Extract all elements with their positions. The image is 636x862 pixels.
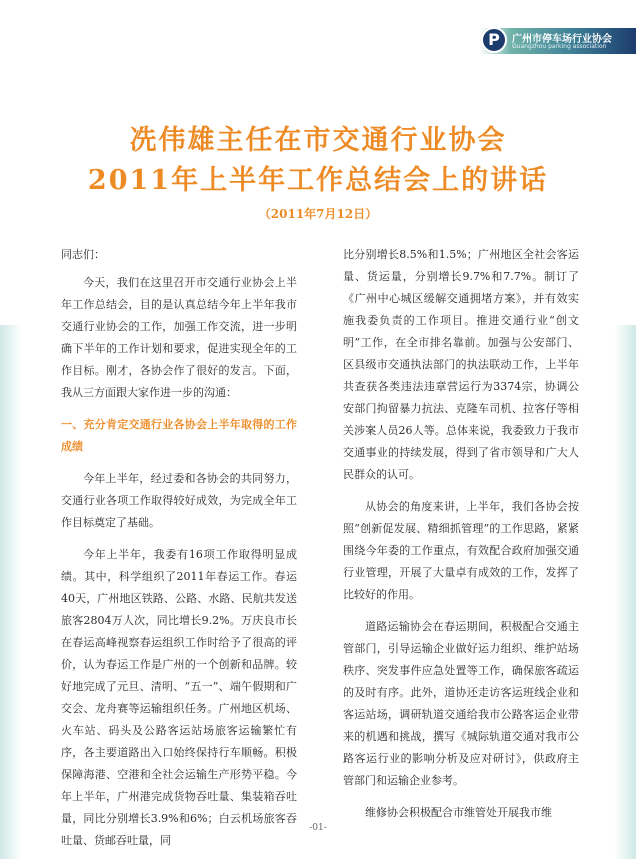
right-text-column: [343, 244, 579, 834]
left-text-column: [61, 244, 297, 862]
org-name-chinese: 广州市停车场行业协会: [512, 34, 612, 45]
paragraph: 道路运输协会在春运期间，积极配合交通主管部门，引导运输企业做好运力组织、维护站场秩序、突发事件应急处置等工作，确保旅客疏运的及时有序。此外，道协还走访客运班线企业和客运站场，调研轨道交通给我市公路客运企业带来的机遇和挑战，撰写《城际轨道交通对我市公路客运行业的影响分析及应对研讨》，供政府主管部门和运输企业参考。: [343, 620, 579, 787]
left-decorative-band: [0, 325, 22, 859]
right-decorative-band: [614, 325, 636, 859]
paragraph: 今年上半年，我委有16项工作取得明显成绩。其中，科学组织了2011年春运工作。春运40天，广州地区铁路、公路、水路、民航共发送旅客2804万人次，同比增长9.2%。万庆良市长在春运高峰视察春运组织工作时给予了很高的评价，认为春运工作是广州的一个创新和品牌。较好地完成了元旦、清明、“五一”、端午假期和广交会、龙舟赛等运输组织任务。广州地区机场、火车站、码头及公路客运站场旅客运输繁忙有序，各主要道路出入口始终保持行车顺畅。积极保障海港、空港和全社会运输生产形势平稳。今年上半年，广州港完成货物吞吐量、集装箱吞吐量，同比分别增长3.9%和6%；白云机场旅客吞吐量、货邮吞吐量，同: [61, 548, 297, 847]
org-name-english: Guangzhou parking association: [512, 43, 607, 50]
article-title-line-2: 2011年上半年工作总结会上的讲话: [87, 165, 549, 196]
paragraph: 从协会的角度来讲，上半年，我们各协会按照“创新促发展、精细抓管理”的工作思路，紧紧围绕今年委的工作重点，有效配合政府加强交通行业管理，开展了大量卓有成效的工作，发挥了比较好的作用。: [343, 500, 579, 601]
speech-date: （2011年7月12日）: [258, 207, 378, 221]
article-title-line-1: 冼伟雄主任在市交通行业协会: [129, 125, 507, 156]
paragraph: 维修协会积极配合市维管处开展我市维: [365, 806, 552, 819]
parking-logo-icon: P: [481, 27, 507, 53]
section-heading: 一、充分肯定交通行业各协会上半年取得的工作成绩: [61, 418, 297, 453]
greeting: 同志们：: [61, 248, 105, 261]
paragraph: 今年上半年，经过委和各协会的共同努力，交通行业各项工作取得较好成效，为完成全年工作目标奠定了基础。: [61, 472, 297, 529]
page-number: -01-: [309, 823, 327, 833]
paragraph: 今天，我们在这里召开市交通行业协会上半年工作总结会，目的是认真总结今年上半年我市交通行业协会的工作，加强工作交流，进一步明确下半年的工作计划和要求，促进实现全年的工作目标。刚才，各协会作了很好的发言。下面，我从三方面跟大家作进一步的沟通：: [61, 276, 297, 399]
paragraph: 比分别增长8.5%和1.5%；广州地区全社会客运量、货运量，分别增长9.7%和7.7%。制订了《广州中心城区缓解交通拥堵方案》，并有效实施我委负责的工作项目。推进交通行业“创文明”工作，在全市排名靠前。加强与公安部门、区县级市交通执法部门的执法联动工作，上半年共查获各类违法违章营运行为3374宗，协调公安部门拘留暴力抗法、克隆车司机、拉客仔等相关涉案人员26人等。总体来说，我委致力于我市交通事业的持续发展，得到了省市领导和广大人民群众的认可。: [343, 248, 579, 481]
